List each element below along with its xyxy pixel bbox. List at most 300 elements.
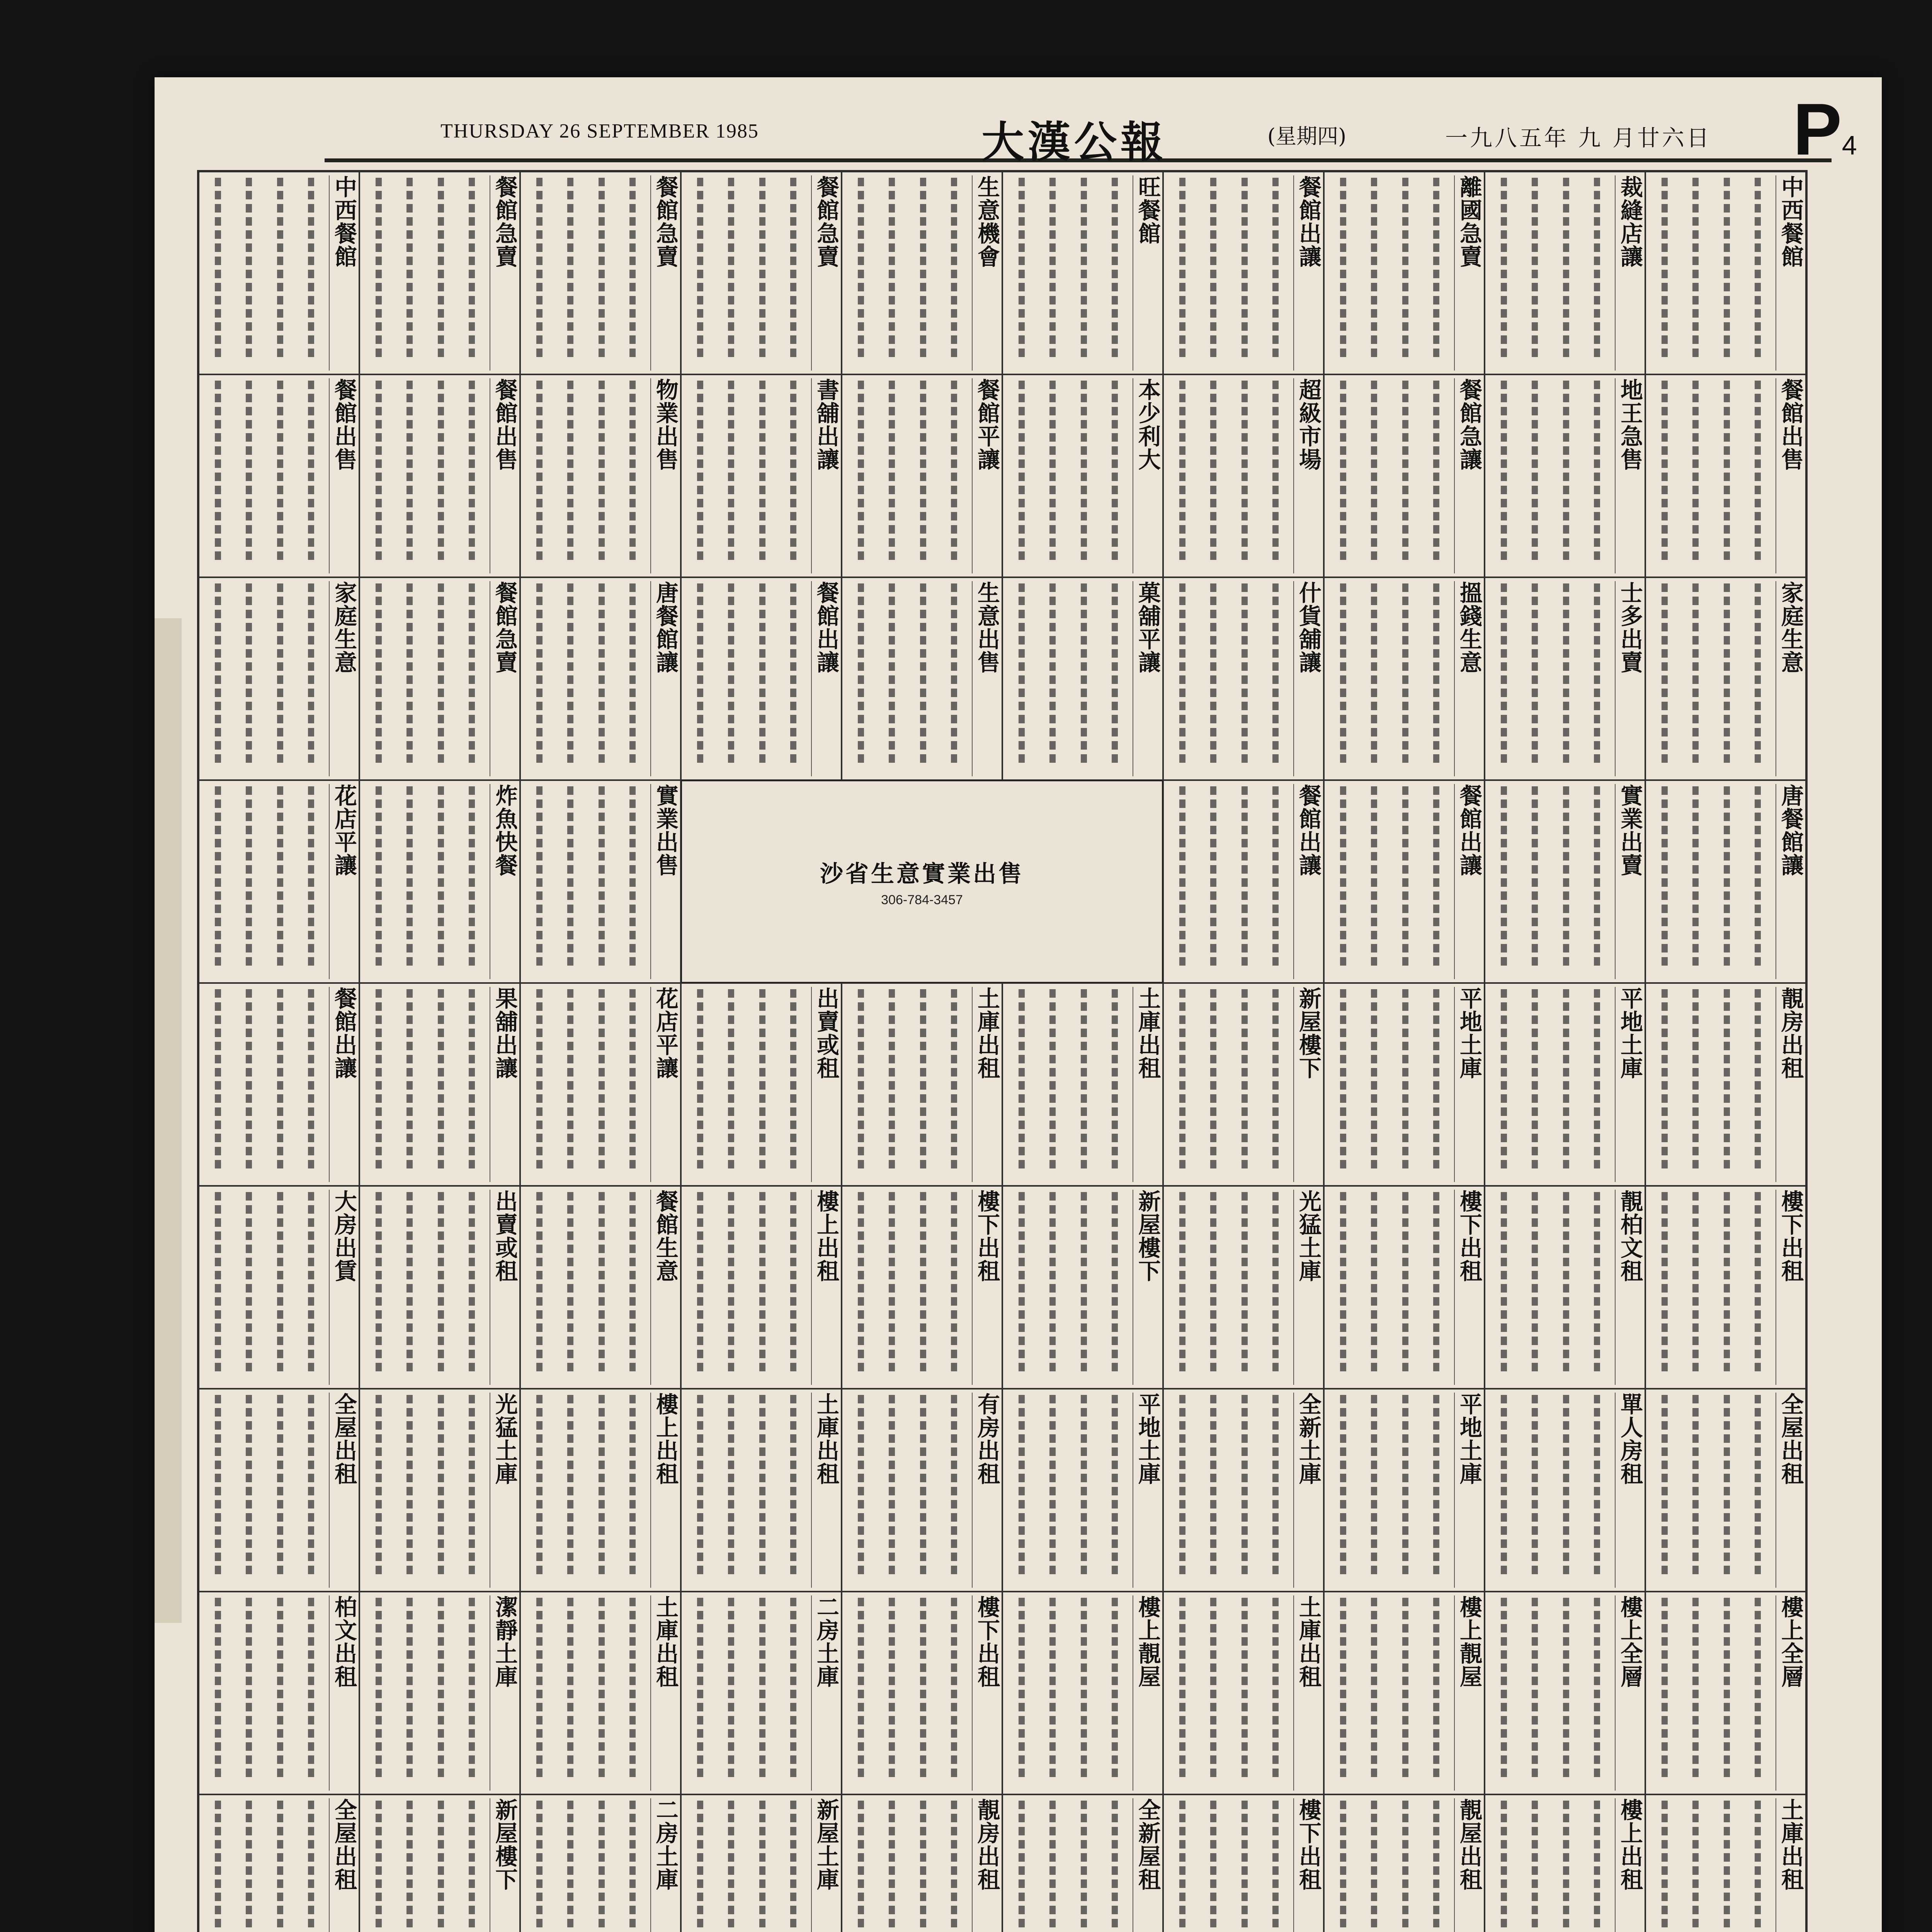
ad-text-column: [469, 1598, 475, 1777]
ad-text-column: [697, 1801, 703, 1932]
ad-text-column: [1371, 583, 1377, 763]
page-number: [1793, 88, 1857, 170]
ad-text-column: [1692, 1801, 1699, 1932]
ad-heading: 樓下出租: [1454, 1190, 1481, 1385]
classified-ad: [842, 1794, 1002, 1932]
ad-text-column: [920, 1395, 926, 1575]
ad-text-column: [858, 1801, 864, 1932]
classified-ad: [681, 1186, 842, 1389]
ad-text-column: [215, 178, 221, 357]
ad-heading: 大房出賃: [329, 1190, 355, 1385]
ad-text-column: [308, 1801, 314, 1932]
classified-ad: [199, 577, 359, 780]
ad-body-text: [1328, 1393, 1452, 1588]
ad-text-column: [697, 1598, 703, 1777]
ad-text-column: [599, 381, 605, 560]
ad-heading: 樓下出租: [1776, 1190, 1802, 1385]
ad-body-text: [1328, 581, 1452, 776]
ad-text-column: [1563, 989, 1569, 1169]
ad-heading: 二房土庫: [650, 1798, 677, 1932]
ad-heading: 樓下出租: [972, 1190, 998, 1385]
ad-text-column: [1242, 1598, 1248, 1777]
ad-text-column: [438, 178, 444, 357]
ad-heading: 家庭生意: [1776, 581, 1802, 776]
ad-text-column: [215, 1598, 221, 1777]
ad-heading: 潔靜土庫: [490, 1595, 516, 1791]
ad-text-column: [759, 1192, 765, 1372]
ad-text-column: [438, 1801, 444, 1932]
classified-ad: [1163, 577, 1324, 780]
ad-body-text: [524, 987, 648, 1182]
ad-text-column: [889, 583, 895, 763]
ad-text-column: [215, 1801, 221, 1932]
ad-text-column: [536, 1192, 543, 1372]
ad-text-column: [1433, 178, 1439, 357]
ad-text-column: [246, 178, 252, 357]
ad-body-text: [202, 1798, 327, 1932]
ad-heading: 超級市場: [1293, 378, 1320, 573]
weekday: (星期四): [1267, 124, 1347, 148]
ad-text-column: [1049, 1395, 1056, 1575]
ad-text-column: [1049, 1192, 1056, 1372]
ad-text-column: [1755, 1801, 1761, 1932]
date-english: THURSDAY 26 SEPTEMBER 1985: [440, 120, 759, 142]
ad-text-column: [1724, 583, 1730, 763]
ad-body-text: [1649, 1798, 1773, 1932]
classified-ad: [520, 780, 681, 983]
classified-ad: [1324, 1186, 1485, 1389]
ad-text-column: [308, 1192, 314, 1372]
ad-text-column: [469, 381, 475, 560]
ad-text-column: [246, 786, 252, 966]
ad-heading: 唐餐館讓: [1776, 784, 1802, 979]
ad-heading: 有房出租: [972, 1393, 998, 1588]
ad-body-text: [1649, 175, 1773, 371]
ad-text-column: [406, 1192, 413, 1372]
ad-text-column: [567, 583, 573, 763]
ad-body-text: [1649, 1190, 1773, 1385]
ad-body-text: [363, 1798, 487, 1932]
classified-ad: [681, 374, 842, 577]
ad-heading: 樓下出租: [1293, 1798, 1320, 1932]
ad-text-column: [1179, 381, 1185, 560]
classified-ad: [199, 172, 359, 374]
ad-text-column: [1532, 178, 1538, 357]
ad-text-column: [1532, 1395, 1538, 1575]
classified-ad: [1645, 577, 1806, 780]
ad-body-text: [363, 1190, 487, 1385]
ad-heading: 實業出賣: [1615, 784, 1641, 979]
ad-heading: 土庫出租: [1293, 1595, 1320, 1791]
ad-heading: 餐館出售: [1776, 378, 1802, 573]
ad-text-column: [376, 1395, 382, 1575]
ad-text-column: [469, 1801, 475, 1932]
ad-text-column: [308, 178, 314, 357]
ad-text-column: [1501, 786, 1507, 966]
ad-text-column: [951, 1801, 957, 1932]
ad-text-column: [376, 1192, 382, 1372]
ad-body-text: [363, 175, 487, 371]
classified-ad: [1645, 172, 1806, 374]
ad-body-text: [1006, 1798, 1130, 1932]
ad-text-column: [697, 381, 703, 560]
ad-text-column: [629, 178, 636, 357]
ad-body-text: [685, 1595, 809, 1791]
ad-text-column: [951, 1192, 957, 1372]
ad-text-column: [376, 381, 382, 560]
ad-text-column: [1662, 1801, 1668, 1932]
ad-body-text: [1488, 987, 1612, 1182]
ad-text-column: [889, 1598, 895, 1777]
ad-heading: 土庫出租: [972, 987, 998, 1182]
classified-ad: [681, 1794, 842, 1932]
ad-text-column: [1594, 1801, 1600, 1932]
ad-text-column: [438, 1192, 444, 1372]
ad-body-text: [1167, 784, 1291, 979]
ad-text-column: [889, 1192, 895, 1372]
ad-heading: 中西餐館: [1776, 175, 1802, 371]
ad-text-column: [1662, 1598, 1668, 1777]
ad-text-column: [438, 583, 444, 763]
ad-body-text: [363, 581, 487, 776]
ad-heading: 餐館急賣: [650, 175, 677, 371]
classified-ad: [1163, 374, 1324, 577]
classified-ad: [520, 577, 681, 780]
ad-text-column: [1692, 583, 1699, 763]
ad-body-text: [1167, 1595, 1291, 1791]
ad-text-column: [438, 381, 444, 560]
classified-ad: [1002, 1389, 1163, 1592]
classified-ad: [1002, 172, 1163, 374]
classified-ad: [199, 1794, 359, 1932]
ad-text-column: [1081, 178, 1087, 357]
ad-text-column: [629, 583, 636, 763]
classified-ad: [359, 983, 520, 1186]
ad-text-column: [1402, 1395, 1408, 1575]
ad-text-column: [215, 1192, 221, 1372]
ad-body-text: [524, 581, 648, 776]
ad-text-column: [1272, 1192, 1279, 1372]
ad-text-column: [759, 1801, 765, 1932]
ad-text-column: [1501, 1598, 1507, 1777]
ad-heading: 柏文出租: [329, 1595, 355, 1791]
classified-ad: [520, 983, 681, 1186]
ad-heading: 全屋出租: [329, 1393, 355, 1588]
classified-ad: [199, 1389, 359, 1592]
ad-body-text: [1488, 378, 1612, 573]
ad-text-column: [1210, 989, 1216, 1169]
ad-body-text: [1328, 1595, 1452, 1791]
ad-text-column: [1501, 583, 1507, 763]
ad-text-column: [1563, 381, 1569, 560]
classified-ad: [842, 374, 1002, 577]
classified-ad: [1485, 374, 1645, 577]
ad-text-column: [1532, 1192, 1538, 1372]
ad-text-column: [759, 381, 765, 560]
page-letter: P: [1793, 88, 1842, 170]
ad-heading: 花店平讓: [650, 987, 677, 1182]
ad-heading: 靚房出租: [1776, 987, 1802, 1182]
ad-text-column: [629, 1598, 636, 1777]
ad-text-column: [1594, 178, 1600, 357]
ad-text-column: [1501, 1801, 1507, 1932]
ad-text-column: [728, 583, 734, 763]
ad-text-column: [858, 1395, 864, 1575]
ad-text-column: [1594, 1598, 1600, 1777]
ad-text-column: [246, 989, 252, 1169]
classified-ad: [359, 1389, 520, 1592]
ad-text-column: [536, 1801, 543, 1932]
ad-heading: 土庫出租: [1776, 1798, 1802, 1932]
ad-text-column: [1563, 583, 1569, 763]
classified-ad: [1324, 1592, 1485, 1794]
ad-body-text: [685, 175, 809, 371]
ad-text-column: [790, 1801, 796, 1932]
ad-text-column: [1563, 1598, 1569, 1777]
ad-body-text: [202, 784, 327, 979]
classified-ad: [1485, 1794, 1645, 1932]
ad-heading: 全新土庫: [1293, 1393, 1320, 1588]
ad-heading: 物業出售: [650, 378, 677, 573]
classified-ad: [1485, 577, 1645, 780]
ad-heading: 餐館急賣: [490, 581, 516, 776]
ad-text-column: [1112, 1801, 1118, 1932]
ad-body-text: [1488, 1798, 1612, 1932]
ad-body-text: [1167, 1393, 1291, 1588]
ad-body-text: [524, 378, 648, 573]
classified-ad: [842, 983, 1002, 1186]
ad-text-column: [1755, 381, 1761, 560]
ad-body-text: [202, 581, 327, 776]
classified-ad: [842, 172, 1002, 374]
ad-text-column: [1402, 178, 1408, 357]
ad-heading: 餐館急賣: [811, 175, 838, 371]
ad-text-column: [1049, 1801, 1056, 1932]
ad-text-column: [1402, 989, 1408, 1169]
ad-text-column: [889, 178, 895, 357]
ad-text-column: [1179, 989, 1185, 1169]
classified-ad: [359, 172, 520, 374]
classified-ad: [1645, 1186, 1806, 1389]
ad-text-column: [1081, 583, 1087, 763]
ad-text-column: [920, 1801, 926, 1932]
ad-body-text: [845, 1798, 969, 1932]
ad-text-column: [1242, 381, 1248, 560]
ad-text-column: [920, 1192, 926, 1372]
ad-text-column: [536, 786, 543, 966]
ad-text-column: [1563, 1395, 1569, 1575]
ad-text-column: [438, 1598, 444, 1777]
classified-ad: [1485, 1389, 1645, 1592]
ad-text-column: [1692, 989, 1699, 1169]
ad-text-column: [215, 381, 221, 560]
ad-text-column: [406, 1395, 413, 1575]
ad-text-column: [728, 1192, 734, 1372]
ad-text-column: [1019, 989, 1025, 1169]
ad-text-column: [951, 178, 957, 357]
ad-text-column: [1272, 583, 1279, 763]
ad-text-column: [406, 989, 413, 1169]
ad-body-text: [1006, 175, 1130, 371]
ad-body-text: [524, 784, 648, 979]
ad-text-column: [308, 1395, 314, 1575]
ad-text-column: [599, 1192, 605, 1372]
ad-body-text: [1167, 175, 1291, 371]
ad-text-column: [1019, 178, 1025, 357]
ad-text-column: [599, 1801, 605, 1932]
ad-text-column: [1371, 1598, 1377, 1777]
ad-text-column: [1662, 786, 1668, 966]
ad-text-column: [1532, 989, 1538, 1169]
ad-text-column: [1532, 1598, 1538, 1777]
masthead: [325, 88, 1857, 170]
ad-text-column: [1049, 583, 1056, 763]
ad-text-column: [1755, 786, 1761, 966]
ad-text-column: [1724, 381, 1730, 560]
ad-text-column: [759, 1598, 765, 1777]
ad-body-text: [1649, 1393, 1773, 1588]
ad-heading: 書舖出讓: [811, 378, 838, 573]
ad-text-column: [1272, 1801, 1279, 1932]
classified-grid: [197, 170, 1808, 1932]
ad-text-column: [1272, 786, 1279, 966]
ad-text-column: [1501, 381, 1507, 560]
ad-text-column: [759, 583, 765, 763]
ad-text-column: [599, 1395, 605, 1575]
ad-text-column: [599, 1598, 605, 1777]
ad-body-text: [1006, 1393, 1130, 1588]
ad-text-column: [920, 178, 926, 357]
ad-heading: 新屋樓下: [1293, 987, 1320, 1182]
classified-ad: [520, 1592, 681, 1794]
ad-heading: 餐館平讓: [972, 378, 998, 573]
ad-body-text: [1328, 175, 1452, 371]
ad-heading: 樓上全層: [1615, 1595, 1641, 1791]
classified-ad: [520, 172, 681, 374]
ad-text-column: [567, 1801, 573, 1932]
ad-text-column: [376, 1598, 382, 1777]
classified-ad: [1485, 1592, 1645, 1794]
ad-text-column: [1371, 786, 1377, 966]
ad-text-column: [858, 1598, 864, 1777]
classified-ad: [1485, 780, 1645, 983]
ad-text-column: [790, 381, 796, 560]
ad-body-text: [524, 175, 648, 371]
ad-text-column: [1755, 989, 1761, 1169]
ad-text-column: [1662, 583, 1668, 763]
ad-text-column: [1210, 381, 1216, 560]
ad-body-text: [1006, 987, 1130, 1182]
ad-text-column: [920, 583, 926, 763]
ad-text-column: [1724, 989, 1730, 1169]
ad-text-column: [858, 583, 864, 763]
ad-text-column: [277, 989, 283, 1169]
ad-text-column: [1402, 1801, 1408, 1932]
ad-text-column: [1692, 786, 1699, 966]
ad-body-text: [363, 784, 487, 979]
ad-text-column: [951, 1395, 957, 1575]
ad-text-column: [1433, 1395, 1439, 1575]
ad-text-column: [1112, 1598, 1118, 1777]
classified-ad: [681, 172, 842, 374]
ad-heading: 全屋出租: [1776, 1393, 1802, 1588]
ad-text-column: [1662, 381, 1668, 560]
ad-text-column: [790, 1192, 796, 1372]
ad-text-column: [469, 1395, 475, 1575]
ad-body-text: [1649, 987, 1773, 1182]
ad-text-column: [1724, 1598, 1730, 1777]
ad-body-text: [1167, 1190, 1291, 1385]
ad-heading: 樓上靚屋: [1454, 1595, 1481, 1791]
classified-ad: [1645, 1592, 1806, 1794]
ad-text-column: [790, 989, 796, 1169]
ad-body-text: [524, 1595, 648, 1791]
ad-text-column: [406, 583, 413, 763]
ad-text-column: [1594, 1395, 1600, 1575]
ad-text-column: [1563, 1801, 1569, 1932]
ad-body-text: [1328, 378, 1452, 573]
ad-text-column: [246, 583, 252, 763]
ad-body-text: [685, 1190, 809, 1385]
ad-text-column: [1371, 178, 1377, 357]
ad-body-text: [1488, 581, 1612, 776]
ad-text-column: [536, 1395, 543, 1575]
ad-text-column: [277, 1395, 283, 1575]
ad-text-column: [1532, 381, 1538, 560]
ad-body-text: [1006, 1190, 1130, 1385]
ad-body-text: [1006, 1595, 1130, 1791]
ad-body-text: [1488, 1595, 1612, 1791]
ad-text-column: [536, 381, 543, 560]
ad-text-column: [599, 178, 605, 357]
ad-body-text: [685, 378, 809, 573]
ad-heading: 離國急賣: [1454, 175, 1481, 371]
ad-text-column: [1755, 1192, 1761, 1372]
ad-text-column: [1112, 1192, 1118, 1372]
ad-text-column: [1179, 786, 1185, 966]
ad-text-column: [1081, 1801, 1087, 1932]
ad-text-column: [1662, 989, 1668, 1169]
classified-ad: [1645, 1794, 1806, 1932]
classified-ad: [1002, 374, 1163, 577]
ad-text-column: [1371, 1192, 1377, 1372]
ad-text-column: [1081, 989, 1087, 1169]
classified-ad: [1002, 1794, 1163, 1932]
classified-ad: [1324, 577, 1485, 780]
classified-ad: [1324, 1794, 1485, 1932]
ad-text-column: [246, 1598, 252, 1777]
ad-heading: 裁縫店讓: [1615, 175, 1641, 371]
ad-text-column: [1371, 1395, 1377, 1575]
ad-text-column: [1724, 1801, 1730, 1932]
classified-ad: [359, 1186, 520, 1389]
ad-text-column: [1049, 381, 1056, 560]
ad-text-column: [1433, 381, 1439, 560]
ad-text-column: [1242, 178, 1248, 357]
classified-ad: [842, 1592, 1002, 1794]
ad-text-column: [728, 1395, 734, 1575]
classified-ad: [681, 1592, 842, 1794]
ad-text-column: [1019, 583, 1025, 763]
ad-text-column: [1501, 1192, 1507, 1372]
ad-text-column: [599, 989, 605, 1169]
ad-text-column: [1594, 989, 1600, 1169]
classified-ad: [1002, 577, 1163, 780]
ad-text-column: [728, 989, 734, 1169]
ad-text-column: [567, 178, 573, 357]
ad-text-column: [1340, 381, 1346, 560]
ad-text-column: [1340, 786, 1346, 966]
